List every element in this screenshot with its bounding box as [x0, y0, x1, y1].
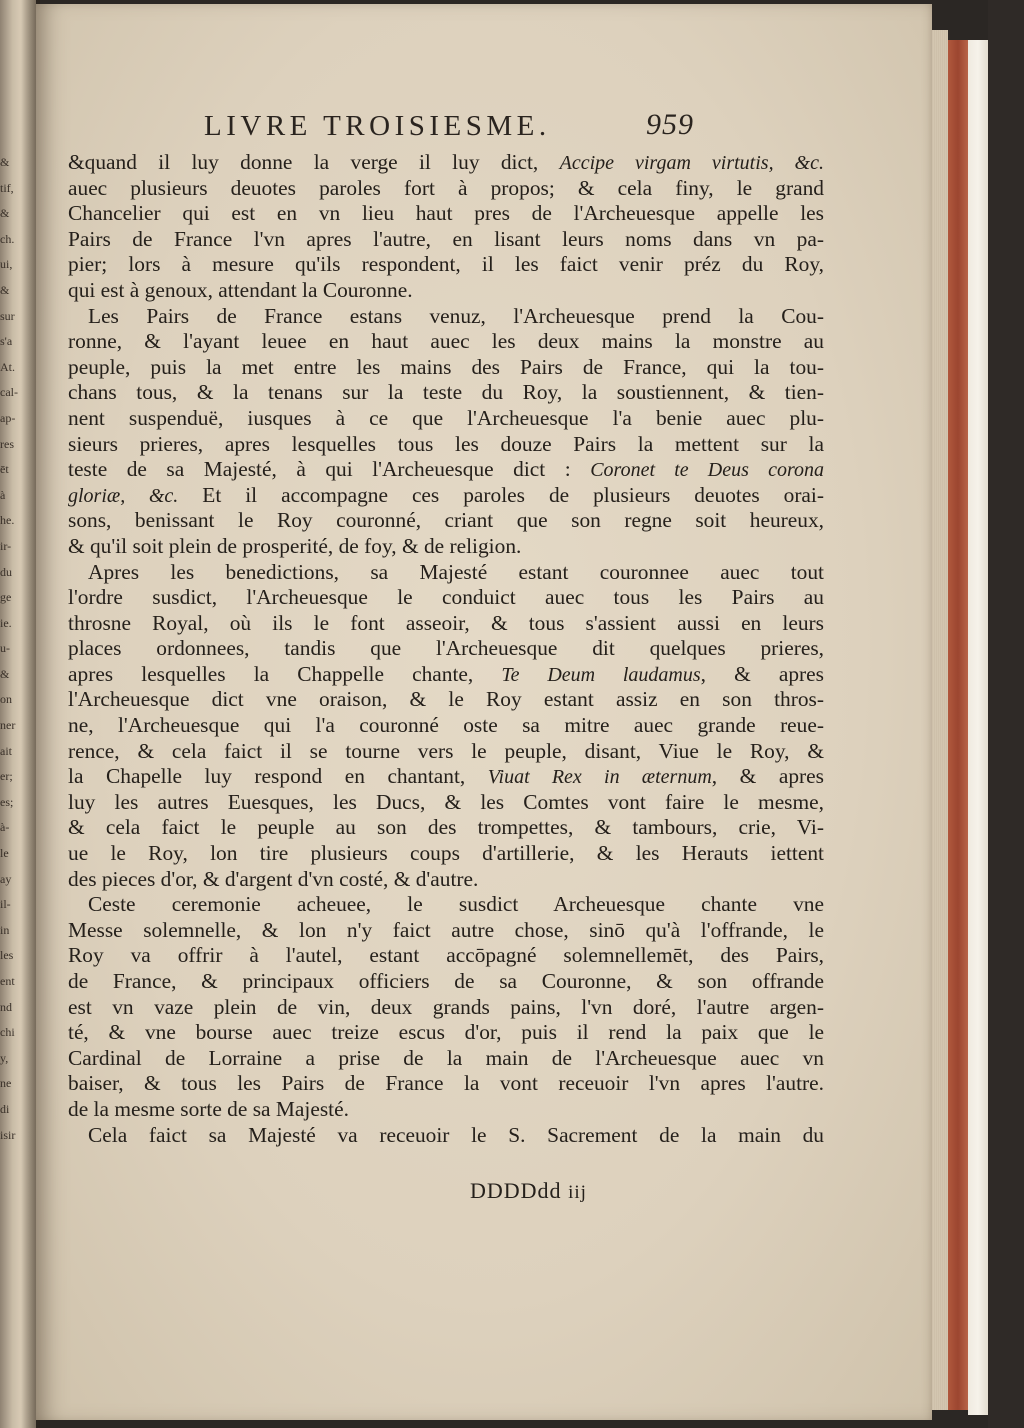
left-page-fragment: &: [0, 155, 10, 169]
left-page-fragment: ay: [0, 871, 12, 886]
text-line: Messe solemnelle, & lon n'y faict autre chose, sinō qu'à l'offrande, le: [68, 917, 824, 942]
text-line: apres lesquelles la Chappelle chante, Te Deum laudamus, & apres: [68, 661, 824, 686]
text-line: throsne Royal, où ils le font asseoir, & tous s'assient aussi en leurs: [68, 610, 824, 635]
left-page-fragment: tif,: [0, 180, 14, 195]
dark-background: [988, 0, 1024, 1428]
left-page-fragment: ch.: [0, 231, 15, 246]
text-line: gloriæ, &c. Et il accompagne ces paroles de plusieurs deuotes orai-: [68, 482, 824, 507]
left-page-fragment: ent: [0, 974, 15, 988]
left-page-text-fragments: [0, 150, 20, 1148]
running-head: [36, 104, 932, 148]
left-page-fragment: ait: [0, 743, 12, 758]
left-page-fragment: s'a: [0, 334, 13, 349]
left-page-fragment: du: [0, 564, 12, 579]
text-line: nent suspenduë, iusques à ce que l'Archeuesque l'a benie auec plu-: [68, 405, 824, 430]
white-edge-marker: [968, 40, 988, 1415]
text-line: & qu'il soit plein de prosperité, de foy, & de religion.: [68, 533, 522, 558]
text-line: teste de sa Majesté, à qui l'Archeuesque dict : Coronet te Deus corona: [68, 457, 824, 482]
body-text: [68, 150, 824, 1148]
text-line: Cela faict sa Majesté va receuoir le S. Sacrement de la main du: [88, 1122, 824, 1147]
text-line: rence, & cela faict il se tourne vers le peuple, disant, Viue le Roy, &: [68, 738, 824, 763]
left-page-fragment: in: [0, 922, 10, 937]
text-line: sieurs prieres, apres lesquelles tous les douze Pairs la mettent sur la: [68, 431, 824, 456]
left-page-fragment: he.: [0, 513, 15, 528]
text-line: la Chapelle luy respond en chantant, Viuat Rex in æternum, & apres: [68, 764, 824, 789]
text-line: pier; lors à mesure qu'ils respondent, il les faict venir préz du Roy,: [68, 252, 824, 277]
left-page-fragment: on: [0, 692, 12, 707]
left-page-fragment: &: [0, 206, 10, 221]
text-line: peuple, puis la met entre les mains des Pairs de France, qui la tou-: [68, 354, 824, 379]
left-page-fragment: isir: [0, 1127, 16, 1142]
text-line: Les Pairs de France estans venuz, l'Archeuesque prend la Cou-: [88, 303, 824, 328]
text-line: auec plusieurs deuotes paroles fort à propos; & cela finy, le grand: [68, 175, 824, 200]
text-line: chans tous, & la tenans sur la teste du Roy, la soustiennent, & tien-: [68, 380, 824, 405]
left-page-fragment: chi: [0, 1025, 15, 1040]
left-page-fragment: u-: [0, 641, 10, 656]
left-page-fragment: ge: [0, 590, 12, 605]
left-page-fragment: ui,: [0, 257, 13, 272]
text-line: places ordonnees, tandis que l'Archeuesque dit quelques prieres,: [68, 636, 824, 661]
text-line: qui est à genoux, attendant la Couronne.: [68, 277, 413, 302]
left-page-fragment: At.: [0, 359, 15, 374]
left-page-fragment: di: [0, 1101, 10, 1116]
running-title: LIVRE TROISIESME.: [204, 110, 551, 142]
text-line: Apres les benedictions, sa Majesté estant couronnee auec tout: [88, 559, 824, 584]
text-line: & cela faict le peuple au son des trompettes, & tambours, crie, Vi-: [68, 815, 824, 840]
left-page-fragment: cal-: [0, 385, 18, 400]
text-line: baiser, & tous les Pairs de France la vont receuoir l'vn apres l'autre.: [68, 1071, 824, 1096]
text-line: Cardinal de Lorraine a prise de la main de l'Archeuesque auec vn: [68, 1045, 824, 1070]
text-line: sons, benissant le Roy couronné, criant que son regne soit heureux,: [68, 508, 824, 533]
left-page-fragment: ie.: [0, 615, 12, 630]
left-page-fragment: à-: [0, 820, 10, 835]
text-line: Roy va offrir à l'autel, estant accōpagné solemnellemēt, des Pairs,: [68, 943, 824, 968]
page-fore-edge: [932, 30, 948, 1410]
signature-letters: DDDDdd: [470, 1178, 562, 1203]
left-page-fragment: le: [0, 846, 9, 861]
left-page-fragment: es;: [0, 794, 14, 809]
text-line: de la mesme sorte de sa Majesté.: [68, 1096, 349, 1121]
left-page-fragment: ne: [0, 1076, 12, 1091]
text-line: est vn vaze plein de vin, deux grands pains, l'vn doré, l'autre argen-: [68, 994, 824, 1019]
left-page-fragment: &: [0, 666, 10, 681]
left-page-fragment: les: [0, 948, 14, 963]
left-page-fragment: &: [0, 282, 10, 297]
left-page-fragment: ap-: [0, 410, 16, 425]
left-page-fragment: er;: [0, 769, 13, 784]
left-page-fragment: sur: [0, 308, 15, 323]
text-line: luy les autres Euesques, les Ducs, & les Comtes vont faire le mesme,: [68, 789, 824, 814]
signature-number: iij: [568, 1182, 587, 1203]
page-number: 959: [646, 108, 694, 141]
text-line: des pieces d'or, & d'argent d'vn costé, & d'autre.: [68, 866, 479, 891]
left-page-fragment: ir-: [0, 538, 12, 553]
text-line: ne, l'Archeuesque qui l'a couronné oste sa mitre auec grande reue-: [68, 713, 824, 738]
left-page-fragment: y,: [0, 1050, 9, 1065]
left-page-fragment: ēt: [0, 462, 9, 477]
signature-mark: [470, 1178, 587, 1204]
red-edge-marker: [948, 40, 968, 1410]
text-line: de France, & principaux officiers de sa Couronne, & son offrande: [68, 969, 824, 993]
left-page-fragment: ner: [0, 718, 16, 733]
text-line: l'ordre susdict, l'Archeuesque le conduict auec tous les Pairs au: [68, 585, 824, 610]
left-page-fragment: à: [0, 487, 6, 502]
text-line: ue le Roy, lon tire plusieurs coups d'artillerie, & les Herauts iettent: [68, 841, 824, 866]
left-page-fragment: il-: [0, 897, 11, 912]
text-line: ronne, & l'ayant leuee en haut auec les deux mains la monstre au: [68, 329, 824, 354]
text-line: té, & vne bourse auec treize escus d'or, puis il rend la paix que le: [68, 1020, 824, 1045]
text-line: l'Archeuesque dict vne oraison, & le Roy estant assiz en son thros-: [68, 687, 824, 712]
text-line: Pairs de France l'vn apres l'autre, en lisant leurs noms dans vn pa-: [68, 226, 824, 251]
text-line: Ceste ceremonie acheuee, le susdict Archeuesque chante vne: [88, 892, 824, 917]
text-line: Chancelier qui est en vn lieu haut pres de l'Archeuesque appelle les: [68, 201, 824, 226]
text-line: &quand il luy donne la verge il luy dict, Accipe virgam virtutis, &c.: [68, 150, 824, 174]
left-page-fragment: nd: [0, 999, 12, 1014]
left-page-fragment: res: [0, 436, 14, 451]
